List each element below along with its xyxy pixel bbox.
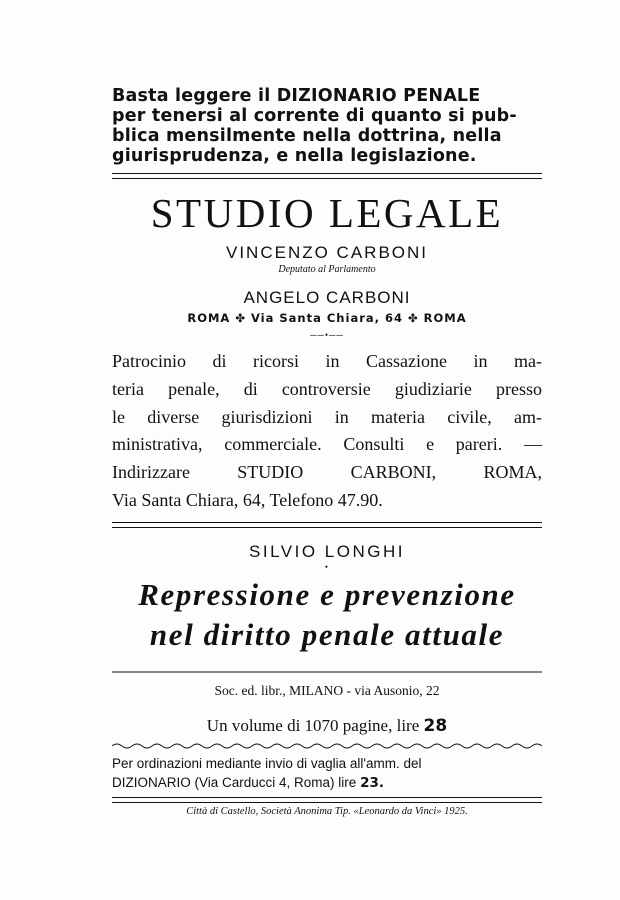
colophon: Città di Castello, Società Anonima Tip. «Leonardo da Vinci» 1925. <box>186 806 468 817</box>
order-line <box>112 773 542 793</box>
book-title-line: nel diritto penale attuale <box>149 617 505 652</box>
advert-intro <box>112 86 542 166</box>
author-ornament: • <box>324 562 330 572</box>
studio-description <box>112 348 542 515</box>
studio-title: STUDIO LEGALE <box>150 190 504 236</box>
double-rule <box>112 173 542 179</box>
double-rule <box>112 522 542 528</box>
description-line: Via Santa Chiara, 64, Telefono 47.90. <box>112 489 383 510</box>
advert-line: giurisprudenza, e nella legislazione. <box>112 146 477 166</box>
description-line: ministrativa, commerciale. Consulti e pareri. — <box>112 434 542 455</box>
book-title <box>112 575 542 655</box>
book-title-line: Repressione e prevenzione <box>138 577 516 612</box>
description-line: teria penale, di controversie giudiziarie presso <box>112 378 542 399</box>
name-vincenzo: VINCENZO CARBONI <box>225 243 429 262</box>
order-info <box>112 754 542 793</box>
volume-text: Un volume di 1070 pagine, lire <box>206 716 420 735</box>
description-line: le diverse giurisdizioni in materia civile, am- <box>112 406 542 427</box>
name-angelo: ANGELO CARBONI <box>243 288 411 307</box>
order-line-text: DIZIONARIO (Via Carducci 4, Roma) lire <box>112 775 357 790</box>
advert-line: Basta leggere il DIZIONARIO PENALE <box>112 86 481 106</box>
thin-rule <box>112 670 542 674</box>
wavy-rule <box>112 742 542 750</box>
book-author: SILVIO LONGHI <box>249 542 405 561</box>
order-price: 23. <box>360 775 384 791</box>
ornament-divider: ──•── <box>310 330 344 340</box>
volume-price: 28 <box>423 716 448 736</box>
studio-address: ROMA ✤ Via Santa Chiara, 64 ✤ ROMA <box>187 311 467 325</box>
description-line: Patrocinio di ricorsi in Cassazione in ma- <box>112 351 542 371</box>
book-volume <box>112 716 542 736</box>
double-rule <box>112 797 542 803</box>
order-line: Per ordinazioni mediante invio di vaglia all'amm. del <box>112 756 422 771</box>
deputato-subtitle: Deputato al Parlamento <box>278 264 376 275</box>
advert-line: per tenersi al corrente di quanto si pub- <box>112 106 517 126</box>
book-publisher: Soc. ed. libr., MILANO - via Ausonio, 22 <box>214 683 440 698</box>
description-line: Indirizzare STUDIO CARBONI, ROMA, <box>112 462 542 483</box>
advert-line: blica mensilmente nella dottrina, nella <box>112 126 502 146</box>
